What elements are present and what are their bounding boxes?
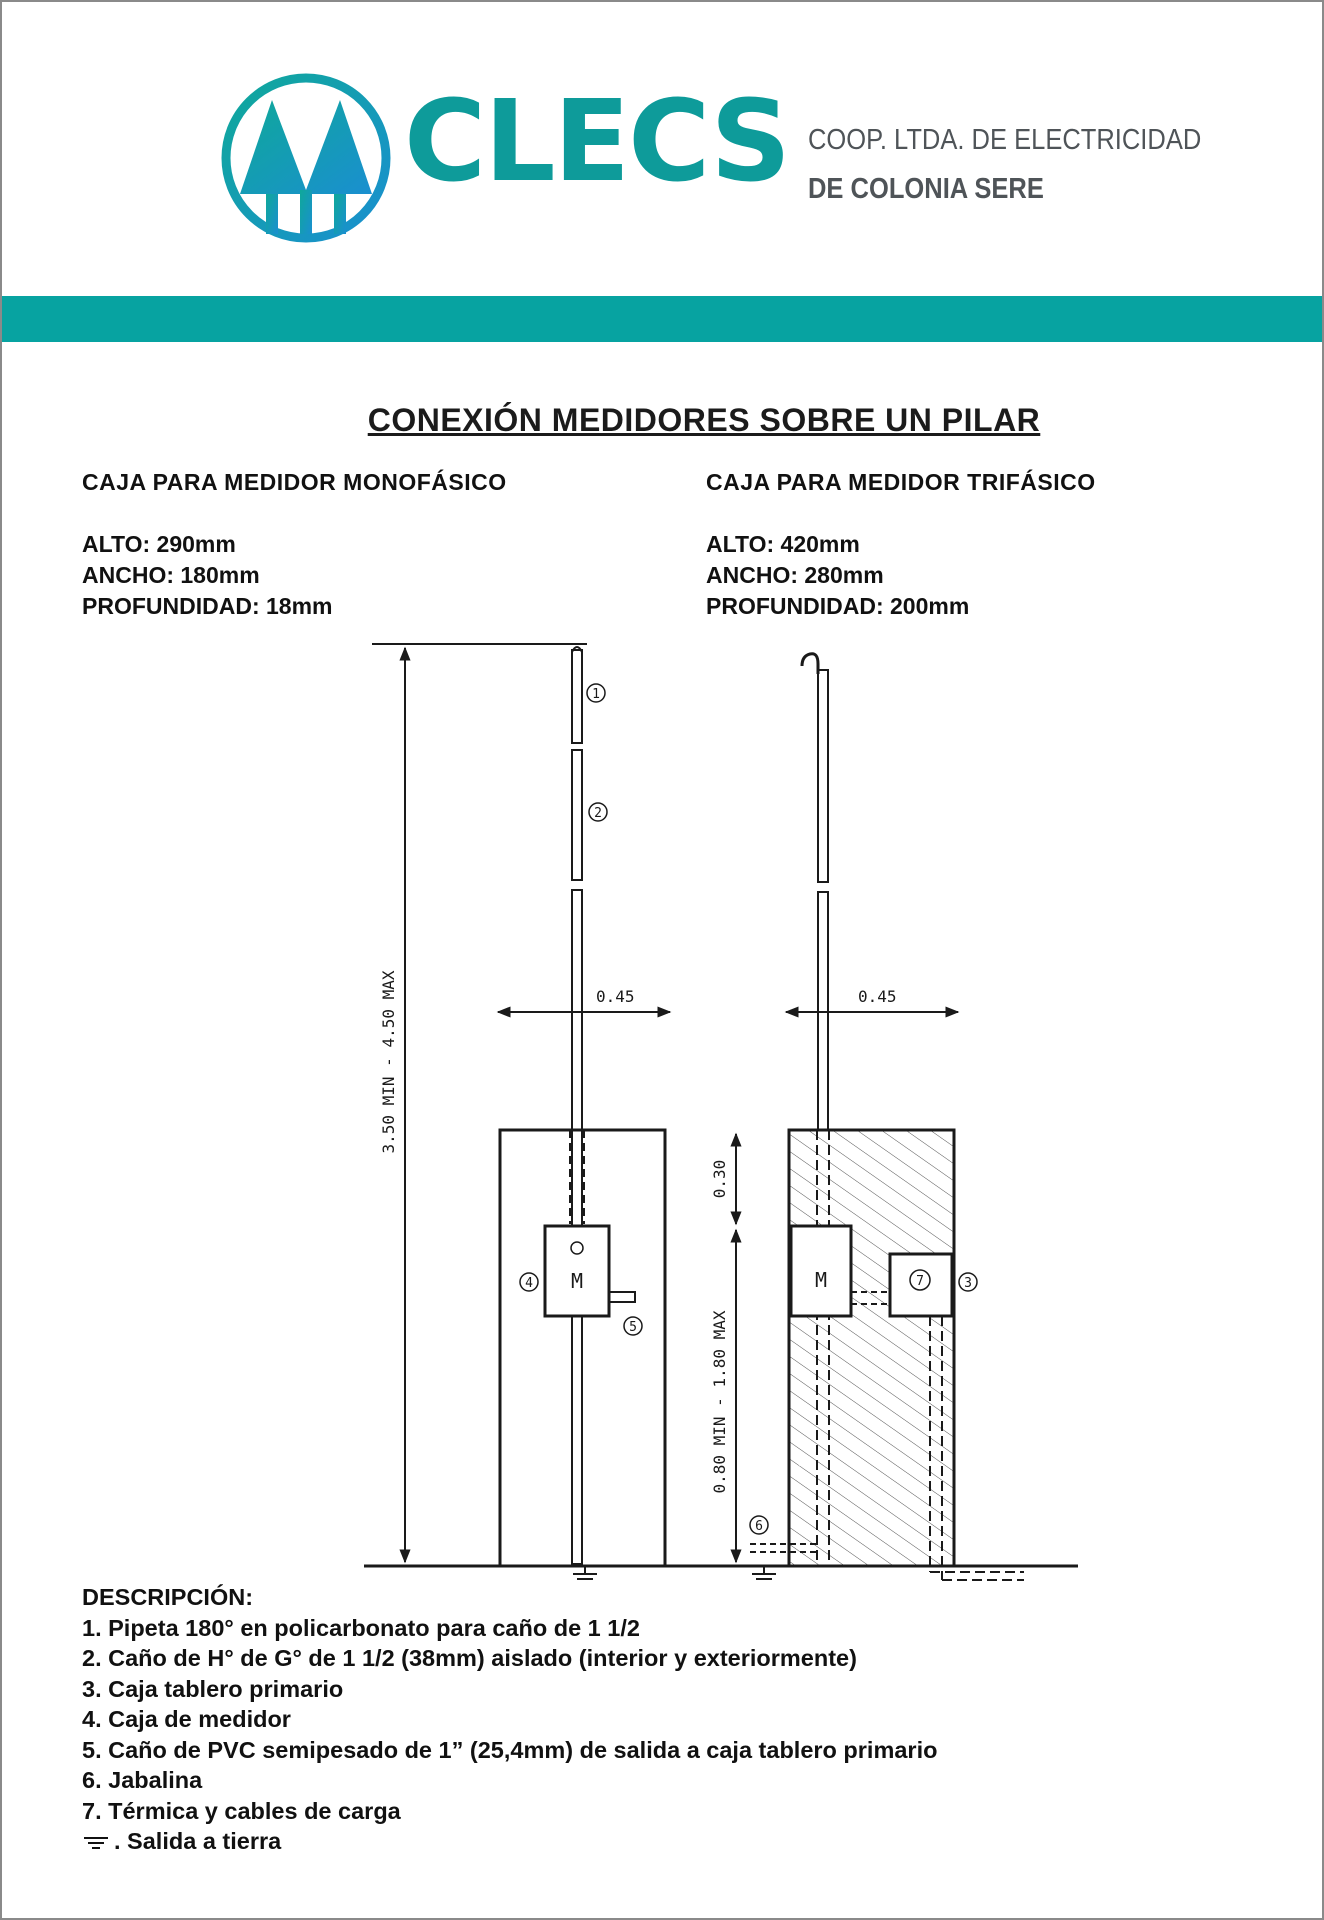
svg-text:3: 3 [964, 1276, 972, 1291]
single-phase-assembly [498, 647, 670, 1582]
three-phase-width: ANCHO: 280mm [706, 562, 884, 588]
single-phase-meter-label: M [570, 1269, 584, 1293]
page-title: CONEXIÓN MEDIDORES SOBRE UN PILAR [367, 402, 1041, 438]
callout-5 [624, 1317, 642, 1335]
three-phase-meter-label: M [814, 1268, 828, 1292]
technical-drawing [2, 622, 1322, 1582]
pvc-outlet-pipe [609, 1292, 635, 1302]
single-phase-depth: PROFUNDIDAD: 18mm [82, 593, 333, 619]
list-item: 6. Jabalina [82, 1767, 203, 1793]
upper-dimension-label: 0.30 [710, 1159, 729, 1199]
callout-1 [587, 684, 605, 702]
three-phase-assembly [710, 654, 1024, 1582]
list-item: 3. Caja tablero primario [82, 1675, 344, 1702]
three-phase-depth: PROFUNDIDAD: 200mm [706, 593, 970, 619]
svg-text:6: 6 [755, 1519, 763, 1534]
brand-name: CLECS [404, 77, 790, 207]
three-phase-width-label: 0.45 [858, 987, 897, 1006]
three-phase-pole-segment-1 [818, 670, 828, 882]
callout-6 [750, 1516, 768, 1534]
list-item: 4. Caja de medidor [82, 1706, 291, 1732]
list-item: 7. Térmica y cables de carga [82, 1797, 401, 1824]
single-phase-width-label: 0.45 [596, 987, 635, 1006]
cooperative-name-line2: DE COLONIA SERE [808, 173, 1044, 205]
callout-2 [589, 803, 607, 821]
callout-3 [959, 1273, 977, 1291]
list-item-ground [82, 1826, 937, 1857]
cooperative-name [808, 122, 1201, 207]
three-phase-box-spec [706, 467, 1096, 622]
single-phase-height: ALTO: 290mm [82, 531, 236, 557]
header-band [2, 296, 1322, 342]
lower-dimension-label: 0.80 MIN - 1.80 MAX [710, 1310, 729, 1494]
pipette-180-icon [802, 654, 818, 674]
single-phase-heading: CAJA PARA MEDIDOR MONOFÁSICO [82, 469, 507, 495]
ground-symbol-icon [82, 1834, 110, 1852]
description-list [82, 1582, 937, 1857]
clecs-logo-icon [220, 72, 392, 244]
header [2, 2, 1322, 296]
svg-text:2: 2 [594, 806, 602, 821]
three-phase-heading: CAJA PARA MEDIDOR TRIFÁSICO [706, 469, 1096, 495]
single-phase-box-spec [82, 467, 507, 622]
single-phase-pole-segment-2 [572, 750, 582, 880]
single-phase-width: ANCHO: 180mm [82, 562, 260, 588]
single-phase-ground-icon [573, 1566, 597, 1582]
svg-text:7: 7 [916, 1274, 924, 1289]
list-item: 2. Caño de H° de G° de 1 1/2 (38mm) aislado (interior y exteriormente) [82, 1645, 857, 1671]
description-heading: DESCRIPCIÓN: [82, 1584, 254, 1610]
callout-4 [520, 1273, 538, 1291]
svg-text:5: 5 [629, 1320, 637, 1335]
three-phase-ground-icon [752, 1566, 776, 1582]
cooperative-name-line1: COOP. LTDA. DE ELECTRICIDAD [808, 124, 1202, 156]
single-phase-pole-segment-1 [572, 650, 582, 743]
ground-description: . Salida a tierra [114, 1828, 282, 1854]
list-item: 5. Caño de PVC semipesado de 1” (25,4mm) de salida a caja tablero primario [82, 1736, 938, 1763]
three-phase-height: ALTO: 420mm [706, 531, 860, 557]
height-dimension-label: 3.50 MIN - 4.50 MAX [379, 970, 398, 1154]
svg-text:4: 4 [525, 1276, 533, 1291]
list-item: 1. Pipeta 180° en policarbonato para caño de 1 1/2 [82, 1614, 640, 1641]
svg-text:1: 1 [592, 687, 600, 702]
